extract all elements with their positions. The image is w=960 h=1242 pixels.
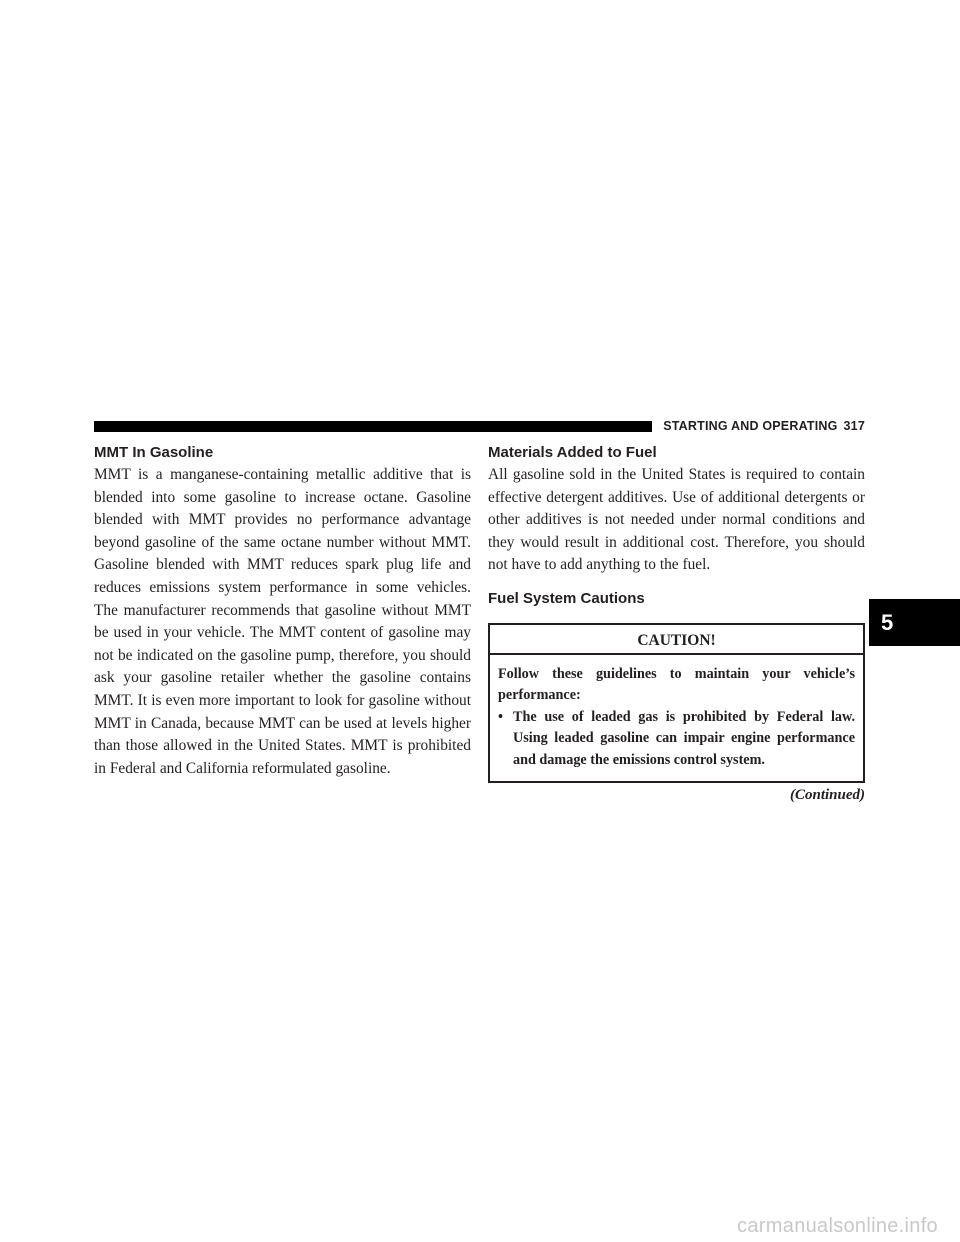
running-header [662, 419, 865, 433]
caution-box [488, 623, 865, 783]
section-title: STARTING AND OPERATING [663, 419, 838, 433]
header-rule [94, 421, 652, 432]
left-column [94, 443, 471, 780]
paragraph-mmt: MMT is a manganese-containing metallic additive that is blended into some gasoline to increase octane. Gasoline blended with MMT provides no performance advantage beyond gasoline of the same octane number without MMT. Gasoline blended with MMT reduces spark plug life and reduces emissions system performance in some vehicles. The manufacturer recommends that gasoline without MMT be used in your vehicle. The MMT content of gasoline may not be indicated on the gasoline pump, therefore, you should ask your gasoline retailer whether the gasoline contains MMT. It is even more important to look for gasoline without MMT in Canada, because MMT can be used at levels higher than those allowed in the United States. MMT is prohibited in Federal and California reformulated gasoline. [94, 466, 471, 777]
page-number: 317 [843, 419, 865, 433]
continued-label: (Continued) [789, 787, 865, 803]
caution-bullet-item [498, 707, 855, 771]
bullet-icon: • [498, 708, 503, 725]
heading-fuel-system-cautions: Fuel System Cautions [488, 589, 645, 607]
caution-bullet-text: The use of leaded gas is prohibited by Federal law. Using leaded gasoline can impair engine performance and damage the emissions control system. [513, 708, 855, 768]
section-tab-number: 5 [881, 610, 894, 635]
paragraph-materials: All gasoline sold in the United States is required to contain effective detergent additives. Use of additional detergents or other additives is not needed under normal conditions and they would result in additional cost. Therefore, you should not have to add anything to the fuel. [488, 466, 865, 574]
section-tab [869, 599, 960, 646]
caution-title: CAUTION! [490, 625, 863, 655]
caution-body [490, 655, 863, 781]
heading-mmt-in-gasoline: MMT In Gasoline [94, 444, 214, 461]
caution-intro: Follow these guidelines to maintain your vehicle’s performance: [498, 665, 855, 704]
right-column [488, 443, 865, 805]
heading-materials-added: Materials Added to Fuel [488, 444, 657, 461]
watermark: carmanualsonline.info [737, 1215, 938, 1237]
